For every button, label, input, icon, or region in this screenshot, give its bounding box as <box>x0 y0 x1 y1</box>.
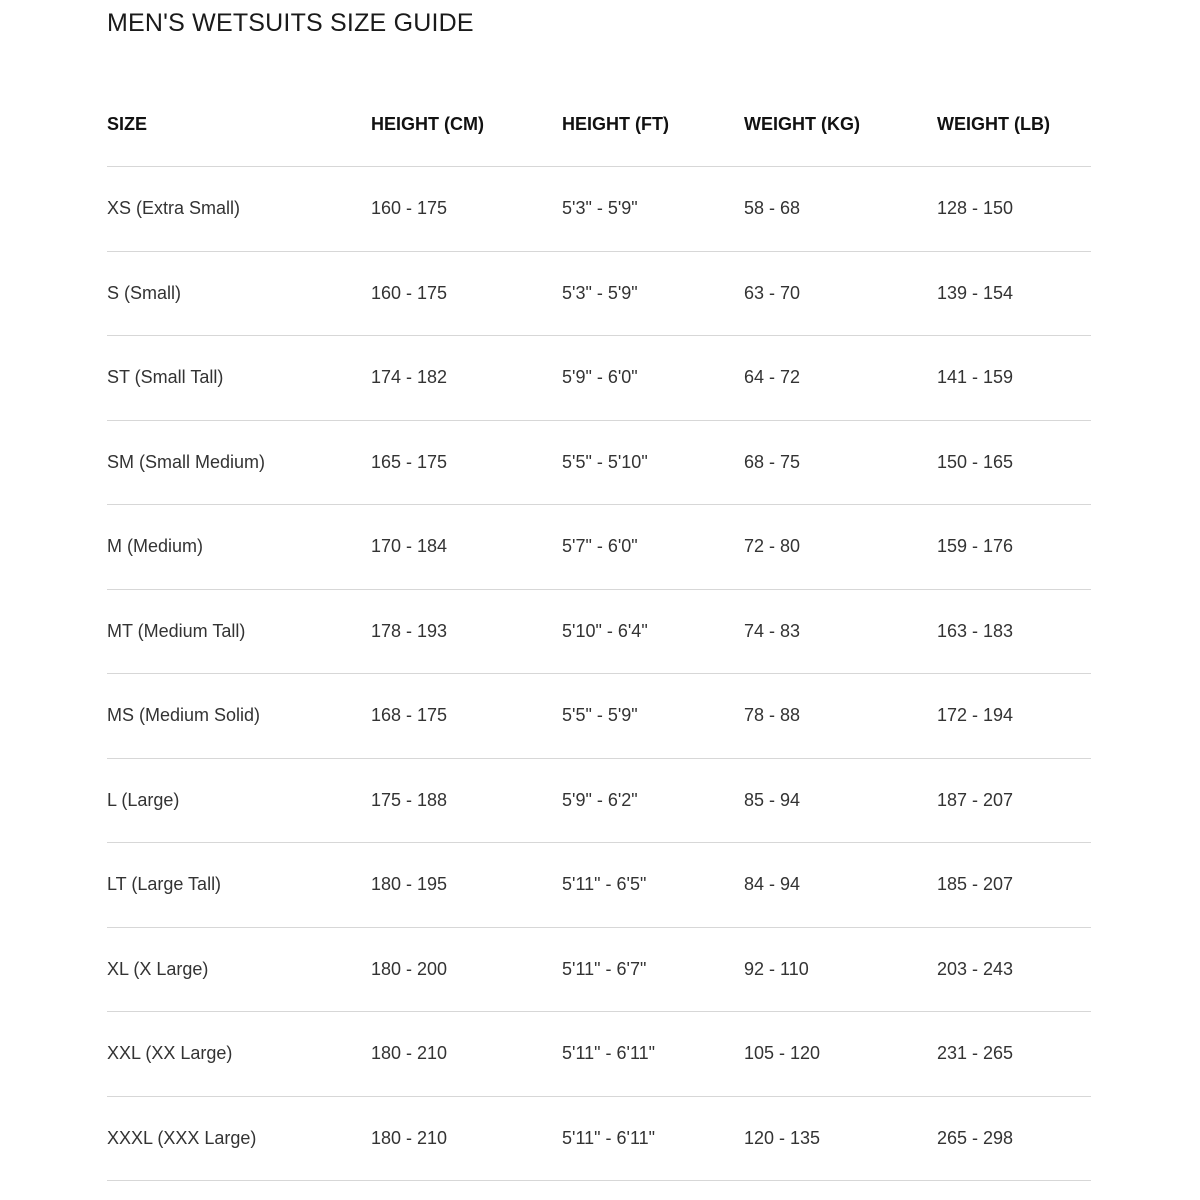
cell-weight-lb: 150 - 165 <box>937 420 1091 505</box>
table-row <box>107 336 1091 421</box>
table-row <box>107 843 1091 928</box>
cell-height-ft: 5'11" - 6'5" <box>562 843 744 928</box>
cell-height-ft: 5'11" - 6'11" <box>562 1012 744 1097</box>
cell-size: M (Medium) <box>107 505 371 590</box>
cell-size: S (Small) <box>107 251 371 336</box>
table-row <box>107 167 1091 252</box>
cell-height-cm: 168 - 175 <box>371 674 562 759</box>
cell-height-ft: 5'10" - 6'4" <box>562 589 744 674</box>
page-title: MEN'S WETSUITS SIZE GUIDE <box>107 9 474 37</box>
cell-weight-kg: 120 - 135 <box>744 1096 937 1181</box>
cell-height-cm: 178 - 193 <box>371 589 562 674</box>
cell-height-cm: 165 - 175 <box>371 420 562 505</box>
cell-weight-lb: 128 - 150 <box>937 167 1091 252</box>
cell-weight-lb: 265 - 298 <box>937 1096 1091 1181</box>
cell-height-cm: 174 - 182 <box>371 336 562 421</box>
size-guide-table <box>107 82 1091 1181</box>
cell-height-cm: 180 - 210 <box>371 1096 562 1181</box>
cell-size: XS (Extra Small) <box>107 167 371 252</box>
cell-size: XL (X Large) <box>107 927 371 1012</box>
cell-size: MS (Medium Solid) <box>107 674 371 759</box>
cell-weight-lb: 163 - 183 <box>937 589 1091 674</box>
cell-weight-kg: 85 - 94 <box>744 758 937 843</box>
table-row <box>107 1012 1091 1097</box>
cell-height-ft: 5'11" - 6'11" <box>562 1096 744 1181</box>
cell-height-ft: 5'5" - 5'10" <box>562 420 744 505</box>
cell-weight-kg: 105 - 120 <box>744 1012 937 1097</box>
cell-height-cm: 180 - 210 <box>371 1012 562 1097</box>
cell-size: XXXL (XXX Large) <box>107 1096 371 1181</box>
cell-height-ft: 5'5" - 5'9" <box>562 674 744 759</box>
cell-size: SM (Small Medium) <box>107 420 371 505</box>
cell-weight-lb: 185 - 207 <box>937 843 1091 928</box>
cell-weight-lb: 231 - 265 <box>937 1012 1091 1097</box>
cell-weight-kg: 68 - 75 <box>744 420 937 505</box>
cell-weight-lb: 139 - 154 <box>937 251 1091 336</box>
cell-height-cm: 180 - 195 <box>371 843 562 928</box>
cell-weight-kg: 74 - 83 <box>744 589 937 674</box>
header-weight-kg: WEIGHT (KG) <box>744 82 937 167</box>
table-header-row <box>107 82 1091 167</box>
cell-height-cm: 175 - 188 <box>371 758 562 843</box>
cell-weight-lb: 203 - 243 <box>937 927 1091 1012</box>
cell-weight-kg: 78 - 88 <box>744 674 937 759</box>
cell-weight-kg: 58 - 68 <box>744 167 937 252</box>
table-row <box>107 589 1091 674</box>
cell-height-cm: 160 - 175 <box>371 251 562 336</box>
table-row <box>107 251 1091 336</box>
table-row <box>107 674 1091 759</box>
header-height-ft: HEIGHT (FT) <box>562 82 744 167</box>
cell-height-ft: 5'3" - 5'9" <box>562 251 744 336</box>
table-row <box>107 758 1091 843</box>
table-row <box>107 420 1091 505</box>
cell-weight-kg: 63 - 70 <box>744 251 937 336</box>
cell-height-ft: 5'9" - 6'0" <box>562 336 744 421</box>
cell-height-ft: 5'11" - 6'7" <box>562 927 744 1012</box>
cell-height-cm: 170 - 184 <box>371 505 562 590</box>
cell-weight-kg: 92 - 110 <box>744 927 937 1012</box>
table-row <box>107 927 1091 1012</box>
cell-weight-kg: 72 - 80 <box>744 505 937 590</box>
table-row <box>107 505 1091 590</box>
cell-height-cm: 160 - 175 <box>371 167 562 252</box>
cell-height-cm: 180 - 200 <box>371 927 562 1012</box>
cell-height-ft: 5'9" - 6'2" <box>562 758 744 843</box>
cell-size: L (Large) <box>107 758 371 843</box>
header-size: SIZE <box>107 82 371 167</box>
cell-weight-lb: 159 - 176 <box>937 505 1091 590</box>
cell-weight-kg: 84 - 94 <box>744 843 937 928</box>
cell-weight-lb: 141 - 159 <box>937 336 1091 421</box>
cell-size: XXL (XX Large) <box>107 1012 371 1097</box>
cell-height-ft: 5'3" - 5'9" <box>562 167 744 252</box>
header-height-cm: HEIGHT (CM) <box>371 82 562 167</box>
cell-size: LT (Large Tall) <box>107 843 371 928</box>
cell-height-ft: 5'7" - 6'0" <box>562 505 744 590</box>
cell-weight-lb: 187 - 207 <box>937 758 1091 843</box>
cell-size: MT (Medium Tall) <box>107 589 371 674</box>
header-weight-lb: WEIGHT (LB) <box>937 82 1091 167</box>
cell-size: ST (Small Tall) <box>107 336 371 421</box>
cell-weight-kg: 64 - 72 <box>744 336 937 421</box>
table-row <box>107 1096 1091 1181</box>
cell-weight-lb: 172 - 194 <box>937 674 1091 759</box>
